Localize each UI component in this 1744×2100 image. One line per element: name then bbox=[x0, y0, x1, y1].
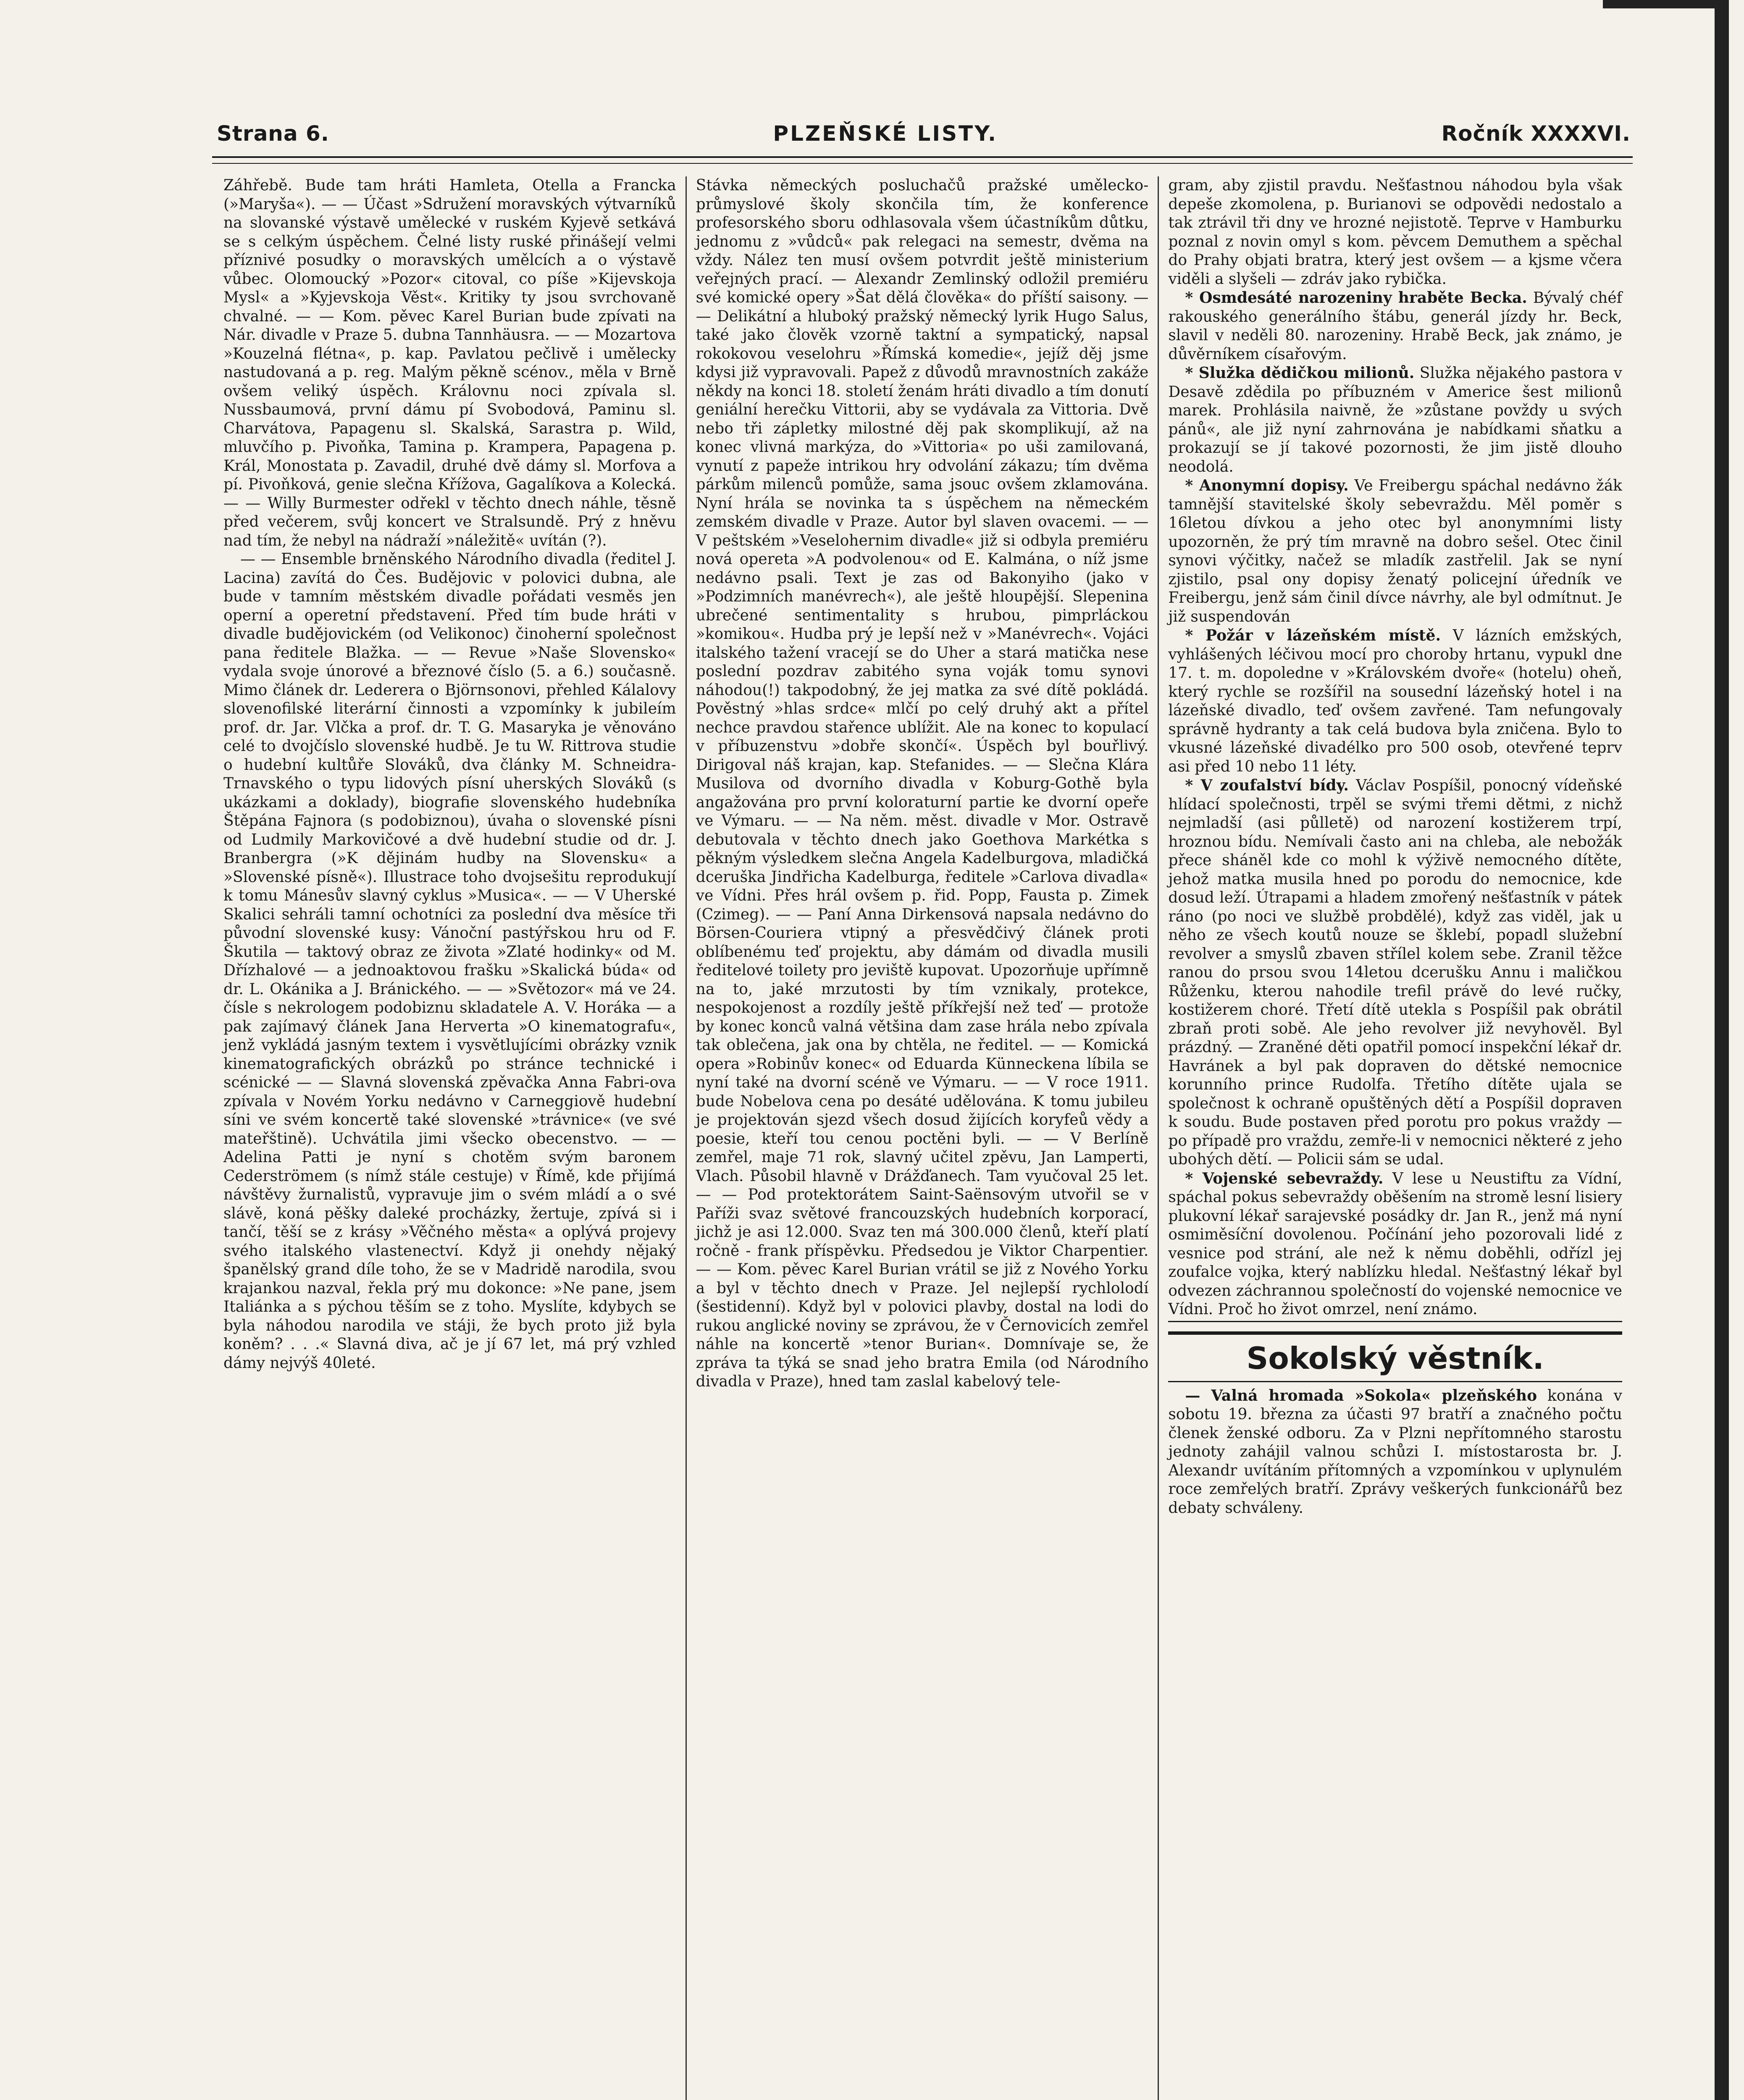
news-text: Ve Freibergu spáchal nedávno žák tamnější stavitelské školy sebevraždu. Měl poměr s 16letou dívkou a jeho otec byl anonymními listy upozorněn, že prý tím mravně na dobro sešel. Otec činil synovi výčitky, načež se mladík zastřelil. Jak se nyní zjistilo, psal ony dopisy ženatý policejní úředník ve Freibergu, jenž sám činil dívce návrhy, ale byl odmítnut. Je již suspendován bbox=[1168, 477, 1622, 625]
column-1-paragraph: Záhřebě. Bude tam hráti Hamleta, Otella a Francka (»Maryša«). — — Účast »Sdružení moravských výtvarníků na slovanské výstavě umělecké v ruském Kyjevě setkává se s celkým úspěchem. Čelné listy ruské přinášejí velmi příznivé posudky o moravských umělcích a o výstavě vůbec. Olomoucký »Pozor« citoval, co píše »Kijevskoja Mysl« a »Kyjevskoja Věst«. Kritiky ty jsou svrchovaně chvalné. — — Kom. pěvec Karel Burian bude zpívati na Nár. divadle v Praze 5. dubna Tannhäusra. — — Mozartova »Kouzelná flétna«, p. kap. Pavlatou pečlivě i umělecky nastudovaná a p. reg. Malým pěkně scénov., měla v Brně ovšem veliký úspěch. Královnu noci zpívala sl. Nussbaumová, první dámu pí Svobodová, Paminu sl. Charvátova, Papagenu sl. Skalská, Sarastra p. Wild, mluvčího p. Pivoňka, Tamina p. Krampera, Papagena p. Král, Monostata p. Zavadil, druhé dvě dámy sl. Morfova a pí. Pivoňková, genie slečna Křížova, Gagalíkova a Kolecká. — — Willy Burmester odřekl v těchto dnech náhle, těsně před večerem, svůj koncert ve Stralsundě. Prý z hněvu nad tím, že nebyl na nádraží »náležitě« uvítán (?). bbox=[223, 177, 676, 549]
news-item bbox=[1168, 1169, 1622, 1319]
news-text: Václav Pospíšil, ponocný vídeňské hlídací společnosti, trpěl se svými třemi dětmi, z nichž nejmladší (asi půlletě) od narození kostižerem trpí, hroznou bídu. Nemívali často ani na chleba, ale nebožák přece sháněl kde co mohl k výživě nemocného dítěte, jehož matka musila hned po porodu do nemocnice, kde dosud leží. Útrapami a hladem zmořený nešťastník v pátek ráno (po noci ve službě probdělé), když zas viděl, jak u něho ze všech koutů nouze se šklebí, popadl služební revolver a smyslů zbaven střílel kolem sebe. Zranil těžce ranou do prsou svou 14letou dcerušku Annu i maličkou Růženku, kterou nahodile trefil právě do levé ručky, kostižerem choré. Třetí dítě utekla s Pospíšil pak obrátil zbraň proti sobě. Ale jeho revolver již nevyhověl. Byl prázdný. — Zraněné děti opatřil pomocí inspekční lékař dr. Havránek a byl pak dopraven do dětské nemocnice korunního prince Rudolfa. Třetího dítěte ujala se společnost k ochraně opuštěných dětí a Pospíšil dopraven k soudu. Bude postaven před porotu pro pokus vraždy — po případě pro vraždu, zemře-li v nemocnici některé z jeho ubohých dětí. — Policii sám se udal. bbox=[1168, 777, 1622, 1168]
news-text: Bývalý chéf rakouského generálního štábu, generál jízdy hr. Beck, slavil v neděli 80. narozeniny. Hrabě Beck, jak známo, je důvěrníkem císařovým. bbox=[1168, 289, 1622, 363]
news-text: Služka nějakého pastora v Desavě zdědila po příbuzném v Americe šest milionů marek. Prohlásila naivně, že »zůstane povždy u svých pánů«, ale již nyní zahrnována je nabídkami sňatku a prokazují se jí takové pozornosti, že jim jistě dlouho neodolá. bbox=[1168, 365, 1622, 475]
news-item bbox=[1168, 364, 1622, 476]
page-header bbox=[217, 117, 1631, 150]
column-2-paragraph: Stávka německých posluchačů pražské umělecko-průmyslové školy skončila tím, že konference profesorského sboru odhlasovala všem účastníkům důtku, jednomu z »vůdců« pak relegaci na semestr, dvěma na vždy. Nález ten musí ovšem potvrdit ještě ministerium veřejných prací. — Alexandr Zemlinský odložil premiéru své komické opery »Šat dělá člověka« do příští saisony. — — Delikátní a hluboký pražský německý lyrik Hugo Salus, také jako člověk vzorně taktní a sympatický, napsal rokokovou veselohru »Římská komedie«, jejíž děj jsme kdysi již vypravovali. Papež z důvodů mravnostních zakáže někdy na konci 18. století ženám hráti divadlo a tím donutí geniální herečku Vittorii, aby se vydávala za Vittoria. Dvě nebo tři zápletky milostné děj pak skomplikují, až na konec vlivná markýza, do »Vittoria« po uši zamilovaná, vynutí z papeže intrikou hry odvolání zákazu; tím dvěma párkům milenců pomůže, sama jsouc ovšem zklamována. Nyní hrála se novinka ta s úspěchem na německém zemském divadle v Praze. Autor byl slaven ovacemi. — — V peštském »Veselohernim divadle« již si odbyla premiéru nová opereta »A podvolenou« od E. Kalmána, o níž jsme nedávno psali. Text je zas od Bakonyiho (jako v »Podzimních manévrech«), ale ještě hloupější. Slepenina ubrečené sentimentality s hrubou, pimprláckou »komikou«. Hudba prý je lepší než v »Manévrech«. Vojáci italského tažení vracejí se do Uher a stará matička nese poslední pozdrav zabitého syna voják tomu synovi náhodou(!) takpodobný, že jej matka za své dítě pokládá. Pověstný »hlas srdce« mlčí po celý druhý akt a přítel nechce pravdou stařence ublížit. Ale na konec to kopulací v příbuzenstvu »dobře skončí«. Úspěch byl bouřlivý. Dirigoval náš krajan, kap. Stefanides. — — Slečna Klára Musilova od dvorního divadla v Koburg-Gothě byla angažována pro první koloraturní partie ke dvorní opeře ve Výmaru. — — Na něm. měst. divadle v Mor. Ostravě debutovala v těchto dnech jako Goethova Markétka s pěkným výsledkem slečna Angela Kadelburgova, mladičká dceruška Jindřicha Kadelburga, ředitele »Carlova divadla« ve Vídni. Přes hrál ovšem p. řid. Popp, Fausta p. Zimek (Czimeg). — — Paní Anna Dirkensová napsala nedávno do Börsen-Couriera vtipný a přesvědčivý článek proti oblíbenému teď projektu, aby dámám od divadla musili ředitelové toilety pro jeviště kupovat. Upozorňuje upřímně na to, jaké mrzutosti by tím vznikaly, protekce, nespokojenost a rozdíly ještě příkřejší než teď — protože by konec konců valná většina dam zase hrála nebo zpívala tak oblečena, jak ona by chtěla, ne ředitel. — — Komická opera »Robinův konec« od Eduarda Künneckena líbila se nyní také na dvorní scéně ve Výmaru. — — V roce 1911. bude Nobelova cena po desáté udělována. K tomu jubileu je projektován sjezd všech dosud žijících koryfeů vědy a poesie, kteří tou cenou poctěni byli. — — V Berlíně zemřel, maje 71 rok, slavný učitel zpěvu, Jan Lamperti, Vlach. Působil hlavně v Drážďanech. Tam vyučoval 25 let. — — Pod protektorátem Saint-Saënsovým utvořil se v Paříži svaz světové francouzských hudebních korporací, jichž je asi 12.000. Svaz ten má 300.000 členů, kteří platí ročně - frank příspěvku. Předsedou je Viktor Charpentier. — — Kom. pěvec Karel Burian vrátil se již z Nového Yorku a byl v těchto dnech v Praze. Jel nejlepší rychlolodí (šestidenní). Když byl v polovici plavby, dostal na lodi do rukou anglické noviny se zprávou, že v Černovicích zemřel náhle na koncertě »tenor Burian«. Domnívaje se, že zpráva ta týká se snad jeho bratra Emila (od Národního divadla v Praze), hned tam zaslal kabelový tele- bbox=[696, 177, 1149, 1390]
page-edge-mark bbox=[1603, 0, 1729, 8]
header-rule bbox=[212, 156, 1633, 164]
column-1 bbox=[214, 176, 687, 2100]
news-item bbox=[1168, 626, 1622, 776]
news-text: V lázních emžských, vyhlášených léčivou mocí pro choroby hrtanu, vypukl dne 17. t. m. dopoledne v »Královském dvoře« (hotelu) oheň, který rychle se rozšířil na sousední lázeňský hotel i na lázeňské divadlo, teď ovšem zavřené. Tam nefungovaly správně hydranty a tak celá budova byla zničena. Bylo to vkusné lázeňské divadélko pro 500 osob, otevřené teprv asi před 10 nebo 11 léty. bbox=[1168, 627, 1622, 775]
news-headline: * Služka dědičkou milionů. bbox=[1185, 364, 1415, 382]
news-headline: * V zoufalství bídy. bbox=[1185, 777, 1349, 794]
section-separator bbox=[1168, 1321, 1622, 1322]
page-number: Strana 6. bbox=[217, 121, 329, 146]
column-2 bbox=[687, 176, 1159, 2100]
news-headline: * Anonymní dopisy. bbox=[1185, 477, 1349, 494]
volume-number: Ročník XXXXVI. bbox=[1441, 121, 1631, 146]
news-headline: * Vojenské sebevraždy. bbox=[1185, 1169, 1384, 1187]
sokol-text: konána v sobotu 19. března za účasti 97 bratří a značného počtu členek ženské odboru. Za v Plzni nepřítomného starostu jednoty zahájil valnou schůzi I. místostarosta br. J. Alexandr uvítáním přítomných a vzpomínkou v uplynulém roce zemřelých bratří. Zprávy veškerých funkcionářů bez debaty schváleny. bbox=[1168, 1387, 1622, 1517]
sokol-item bbox=[1168, 1386, 1622, 1518]
news-headline: * Požár v lázeňském místě. bbox=[1185, 627, 1441, 644]
news-item bbox=[1168, 289, 1622, 364]
column-1-paragraph: — — Ensemble brněnského Národního divadla (ředitel J. Lacina) zavítá do Čes. Budějovic v polovici dubna, ale bude v tamním městském divadle pořádati vesměs jen operní a operetní představení. Před tím bude hráti v divadle budějovickém (od Velikonoc) činoherní společnost pana ředitele Blažka. — — Revue »Naše Slovensko« vydala svoje únorové a březnové číslo (5. a 6.) současně. Mimo článek dr. Lederera o Björnsonovi, přehled Kálalovy slovenofilské literární činnosti a vzpomínky k jubileím prof. dr. Jar. Vlčka a prof. dr. T. G. Masaryka je věnováno celé to dvojčíslo slovenské hudbě. Je tu W. Rittrova studie o hudební kultůře Slováků, dva články M. Schneidra-Trnavského o typu lidových písní uherských Slováků (s ukázkami a doklady), biografie slovenského hudebníka Štěpána Fajnora (s podobiznou), úvaha o slovenské písni od Ludmily Markovičové a dvě hudební studie od dr. J. Branbergra (»K dějinám hudby na Slovensku« a »Slovenské písně«). Illustrace toho dvojsešitu reprodukují k tomu Mánesův slavný cyklus »Musica«. — — V Uherské Skalici sehráli tamní ochotníci za poslední dva měsíce tři původní slovenské kusy: Vánoční pastýřskou hru od F. Škutila — taktový obraz ze života »Zlaté hodinky« od M. Dřízhalové — a jednoaktovou frašku »Skalická búda« od dr. L. Okánika a J. Bránického. — — »Světozor« má ve 24. čísle s nekrologem podobiznu skladatele A. V. Horáka — a pak zajímavý článek Jana Herverta »O kinematografu«, jenž vykládá jasným textem i vysvětlujícími obrázky vznik kinematografických obrázků po stránce technické i scénické — — Slavná slovenská zpěvačka Anna Fabri-ova zpívala v Novém Yorku nedávno v Carneggiově hudební síni ve svém koncertě také slovenské »trávnice« (ve své mateřštině). Uchvátila jimi všecko obecenstvo. — — Adelina Patti je nyní s chotěm svým baronem Cederströmem (s nímž stále cestuje) v Římě, kde přijímá návštěvy žurnalistů, vypravuje jim o svém mládí a o své slávě, koná pěšky daleké procházky, žertuje, zpívá si i tančí, těší se z krásy »Věčného města« a oplývá projevy svého italského vlastenectví. Když ji onehdy nějaký španělský grand díle toho, že se v Madridě narodila, svou krajankou nazval, řekla prý mu dokonce: »Ne pane, jsem Italiánka a s pýchou těším se z toho. Myslíte, kdybych se byla náhodou narodila ve stáji, že bych proto již byla koněm? . . .« Slavná diva, ač je jí 67 let, má prý vzhled dámy nejvýš 40leté. bbox=[223, 551, 676, 1372]
news-item bbox=[1168, 776, 1622, 1169]
page-edge-bar bbox=[1715, 0, 1729, 2100]
article-columns bbox=[214, 176, 1631, 2100]
newspaper-title: PLZEŇSKÉ LISTY. bbox=[773, 121, 998, 146]
column-3 bbox=[1159, 176, 1631, 2100]
section-title: Sokolský věstník. bbox=[1168, 1331, 1622, 1382]
news-text: V lese u Neustiftu za Vídní, spáchal pokus sebevraždy oběšením na stromě lesní lisiery plukovní lékař sarajevské posádky dr. Jan R., jenž má nyní osmiměsíční dovolenou. Počínání jeho pozorovali lidé z vesnice pod strání, ale než k němu doběhli, odřízl jej zoufalce vojka, který nablízku hledal. Nešťastný lékař byl odvezen záchrannou společností do vojenské nemocnice ve Vídni. Proč ho život omrzel, není známo. bbox=[1168, 1170, 1622, 1318]
news-item bbox=[1168, 476, 1622, 626]
column-3-continuation: gram, aby zjistil pravdu. Nešťastnou náhodou byla však depeše zkomolena, p. Burianovi se odpovědi nedostalo a tak ztrávil tři dny ve hrozné nejistotě. Teprve v Hamburku poznal z novin omyl s kom. pěvcem Demuthem a spěchal do Prahy objati bratra, který jest ovšem — a kjsme včera viděli a slyšeli — zdráv jako rybička. bbox=[1168, 177, 1622, 288]
news-headline: * Osmdesáté narozeniny hraběte Becka. bbox=[1185, 289, 1527, 307]
sokol-headline: — Valná hromada »Sokola« plzeňského bbox=[1185, 1386, 1537, 1404]
